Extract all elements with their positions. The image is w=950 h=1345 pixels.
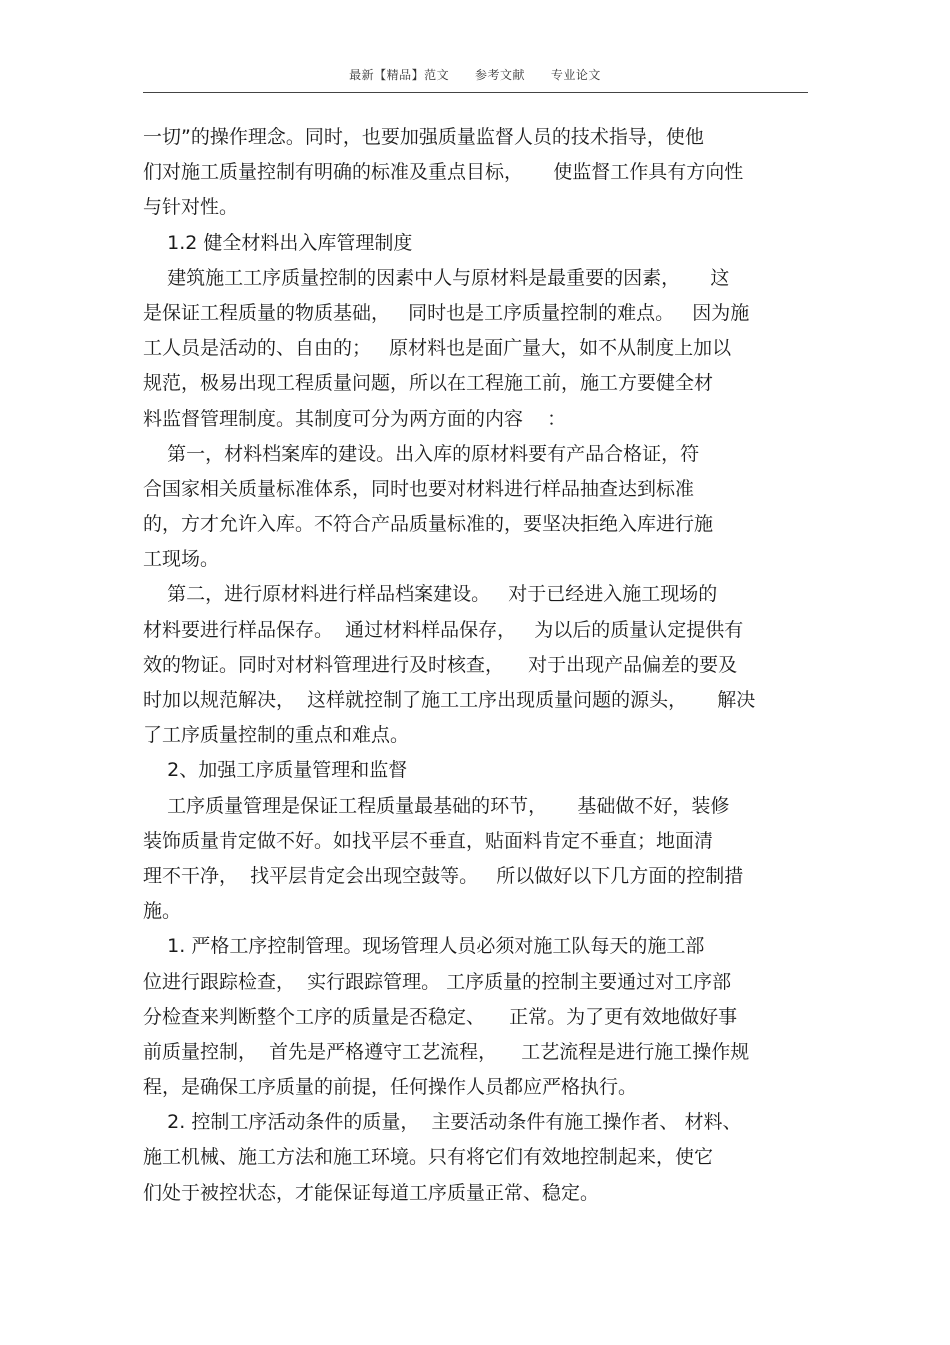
section-heading-2: 2、加强工序质量管理和监督: [143, 759, 408, 782]
text-line: 们处于被控状态，才能保证每道工序质量正常、稳定。: [143, 1181, 600, 1204]
text-line: 与针对性。: [143, 196, 239, 219]
text-line: 2. 控制工序活动条件的质量， 主要活动条件有施工操作者、 材料、: [143, 1111, 742, 1134]
text-line: 工现场。: [143, 548, 220, 571]
text-line: 了工序质量控制的重点和难点。: [143, 724, 410, 747]
text-line: 规范，极易出现工程质量问题，所以在工程施工前，施工方要健全材: [143, 372, 714, 395]
text-line: 第二，进行原材料进行样品档案建设。 对于已经进入施工现场的: [143, 583, 718, 606]
text-line: 程，是确保工序质量的前提，任何操作人员都应严格执行。: [143, 1076, 638, 1099]
text-line: 材料要进行样品保存。 通过材料样品保存， 为以后的质量认定提供有: [143, 618, 744, 641]
text-line: 们对施工质量控制有明确的标准及重点目标， 使监督工作具有方向性: [143, 161, 744, 184]
text-line: 时加以规范解决， 这样就控制了施工工序出现质量问题的源头， 解决: [143, 689, 756, 711]
text-line: 施。: [143, 900, 182, 923]
text-line: 建筑施工工序质量控制的因素中人与原材料是最重要的因素， 这: [143, 266, 730, 289]
section-heading-1-2: 1.2 健全材料出入库管理制度: [143, 231, 413, 254]
text-line: 的，方才允许入库。不符合产品质量标准的，要坚决拒绝入库进行施: [143, 513, 714, 536]
text-line: 是保证工程质量的物质基础， 同时也是工序质量控制的难点。 因为施: [143, 301, 750, 324]
document-body: [143, 120, 815, 1211]
text-line: 工人员是活动的、自由的； 原材料也是面广量大，如不从制度上加以: [143, 337, 732, 360]
text-line: 位进行跟踪检查， 实行跟踪管理。 工序质量的控制主要通过对工序部: [143, 970, 732, 993]
text-line: 第一，材料档案库的建设。出入库的原材料要有产品合格证，符: [143, 442, 700, 465]
text-line: 合国家相关质量标准体系，同时也要对材料进行样品抽查达到标准: [143, 477, 695, 500]
text-line: 料监督管理制度。其制度可分为两方面的内容 ：: [143, 407, 567, 430]
page-header: 最新【精品】范文 参考文献 专业论文: [349, 68, 601, 82]
header-divider: [143, 92, 808, 93]
text-line: 理不干净， 找平层肯定会出现空鼓等。 所以做好以下几方面的控制措: [143, 864, 744, 887]
text-line: 前质量控制， 首先是严格遵守工艺流程， 工艺流程是进行施工操作规: [143, 1040, 750, 1063]
text-line: 装饰质量肯定做不好。如找平层不垂直，贴面料肯定不垂直；地面清: [143, 829, 714, 852]
text-line: 施工机械、施工方法和施工环境。只有将它们有效地控制起来，使它: [143, 1146, 714, 1169]
text-line: 工序质量管理是保证工程质量最基础的环节， 基础做不好，装修: [143, 794, 730, 817]
text-line: 分检查来判断整个工序的质量是否稳定、 正常。为了更有效地做好事: [143, 1005, 738, 1028]
text-line: 1. 严格工序控制管理。现场管理人员必须对施工队每天的施工部: [143, 935, 705, 958]
text-line: 效的物证。同时对材料管理进行及时核查， 对于出现产品偏差的要及: [143, 653, 738, 676]
text-line: 一切”的操作理念。同时，也要加强质量监督人员的技术指导，使他: [143, 126, 704, 148]
